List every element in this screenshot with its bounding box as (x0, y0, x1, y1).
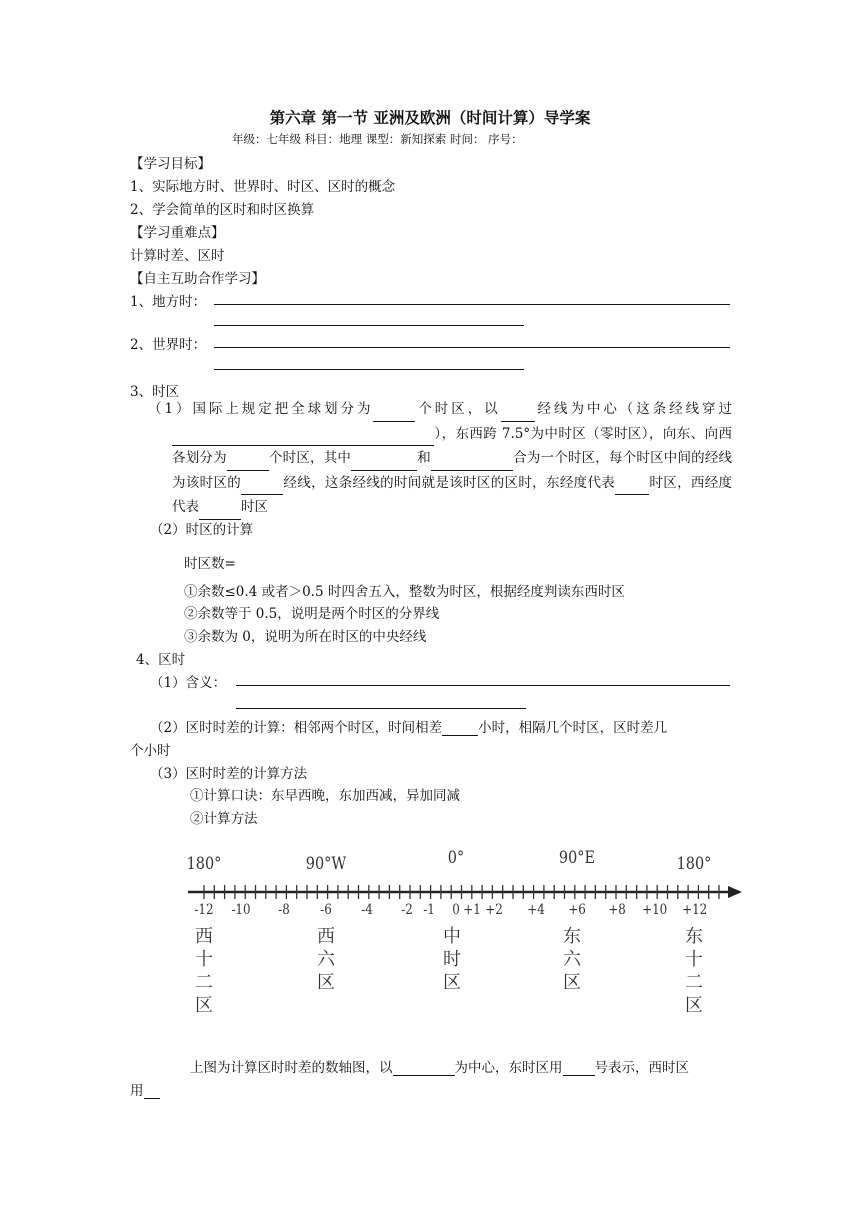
q2-answer-line-2[interactable] (214, 369, 524, 370)
blank-west-sign[interactable] (144, 1084, 160, 1099)
blank-east-sign[interactable] (563, 1061, 595, 1076)
closing-line-1 (190, 1056, 689, 1076)
tick-label: -8 (278, 902, 290, 918)
closing-text: 为中心，东时区用 (454, 1060, 563, 1076)
blank-east-long[interactable] (615, 480, 649, 495)
closing-line-2 (130, 1079, 160, 1099)
blank-axis-center[interactable] (393, 1061, 455, 1076)
sec4-diff-cont: 个小时 (130, 743, 171, 759)
axis-svg (180, 840, 750, 1030)
para-text: 时区 (241, 499, 268, 515)
meaning-answer-line-2[interactable] (236, 708, 526, 709)
calc-rule-1: ①余数≤0.4 或者＞0.5 时四舍五入，整数为时区，根据经度判读东西时区 (184, 584, 625, 600)
diff-text: 小时，相隔几个时区，区时差几 (478, 720, 668, 736)
zone-char: 二 (685, 972, 703, 993)
para-text: 经线为中心（这条经线穿过 (534, 401, 733, 417)
para-text: 时区，西经度代表 (172, 474, 733, 515)
tick-label: -4 (361, 902, 373, 918)
zone-char: 六 (563, 949, 581, 970)
tick-label: -2 (401, 902, 413, 918)
closing-text: 号表示，西时区 (594, 1060, 689, 1076)
para-text: 和 (417, 450, 431, 466)
time-zone-paragraph (148, 397, 733, 520)
sec4-mnemonic: ①计算口诀：东早西晚，东加西减，异加同减 (190, 788, 460, 804)
tick-label: +2 (485, 902, 503, 918)
key-text: 计算时差、区时 (130, 248, 225, 264)
closing-text: 用 (130, 1083, 144, 1099)
axis-arrow-icon (728, 886, 742, 898)
zone-char: 东 (563, 926, 581, 947)
para-text: （1）国际上规定把全球划分为 (148, 401, 374, 417)
zone-char: 东 (685, 926, 703, 947)
q2-answer-line[interactable] (214, 347, 730, 348)
zone-char: 十 (685, 949, 703, 970)
meridian-label: 180° (676, 854, 712, 874)
goals-heading: 【学习目标】 (130, 156, 211, 172)
q2-label: 2、世界时： (130, 337, 207, 353)
meridian-label: 180° (186, 854, 222, 874)
tick-label: +12 (682, 902, 708, 918)
time-zone-axis-figure (180, 840, 750, 1030)
q1-answer-line-2[interactable] (214, 325, 524, 326)
q3-label: 3、时区 (130, 384, 180, 400)
para-text: 合为一个时区，每个时区中间的经线为该时区的 (172, 450, 733, 491)
page-title: 第六章 第一节 亚洲及欧洲（时间计算）导学案 (269, 109, 591, 127)
tick-label: +4 (527, 902, 545, 918)
q1-answer-line[interactable] (214, 304, 730, 305)
zone-char: 区 (195, 995, 213, 1016)
tick-label: -10 (231, 902, 251, 918)
zone-char: 中 (443, 926, 461, 947)
sec4-diff (150, 716, 667, 736)
para-text: ），东西跨 7.5°为中时区（零时区），向东、向西各划分为 (172, 425, 732, 466)
zone-char: 六 (317, 949, 335, 970)
tick-label: +8 (608, 902, 626, 918)
calc-formula: 时区数= (184, 556, 236, 572)
sec4-meaning: （1）含义： (150, 675, 227, 691)
meridian-label: 90°W (305, 854, 347, 874)
self-study-heading: 【自主互助合作学习】 (130, 271, 265, 287)
zone-char: 区 (685, 995, 703, 1016)
tick-label: +1 (463, 902, 481, 918)
tick-label: -12 (194, 902, 214, 918)
para-text: 经线，这条经线的时间就是该时区的区时，东经度代表 (283, 474, 616, 491)
blank-meridian-type[interactable] (241, 480, 283, 495)
tick-label: +10 (642, 902, 668, 918)
blank-central-meridian[interactable] (501, 407, 535, 422)
header-meta: 年级：七年级 科目：地理 课型：新知探索 时间： 序号： (232, 132, 523, 146)
meridian-label: 90°E (558, 848, 596, 868)
zone-char: 区 (563, 972, 581, 993)
goal-item-1: 1、实际地方时、世界时、时区、区时的概念 (130, 179, 396, 195)
zone-char: 西 (317, 926, 335, 947)
calc-rule-2: ②余数等于 0.5，说明是两个时区的分界线 (184, 606, 440, 622)
para-text: 个时区，以 (415, 401, 501, 417)
zone-char: 时 (443, 949, 461, 970)
sec4-method: （3）区时时差的计算方法 (150, 766, 308, 782)
key-heading: 【学习重难点】 (130, 225, 225, 241)
calc-heading: （2）时区的计算 (150, 522, 254, 538)
zone-char: 二 (195, 972, 213, 993)
zone-char: 西 (195, 926, 213, 947)
tick-label: -6 (320, 902, 332, 918)
para-text: 个时区，其中 (268, 450, 352, 466)
zone-char: 十 (195, 949, 213, 970)
zone-char: 区 (443, 972, 461, 993)
zone-char: 区 (317, 972, 335, 993)
q1-label: 1、地方时： (130, 294, 207, 310)
tick-label: 0 (452, 902, 460, 918)
blank-zone-count[interactable] (373, 407, 415, 422)
blank-place[interactable] (172, 431, 434, 446)
sec4-calc-method: ②计算方法 (190, 811, 258, 827)
tick-label: -1 (423, 902, 435, 918)
blank-hour-diff[interactable] (442, 721, 478, 736)
diff-text: （2）区时时差的计算：相邻两个时区，时间相差 (150, 720, 443, 736)
meridian-label: 0° (447, 848, 465, 868)
calc-rule-3: ③余数为 0，说明为所在时区的中央经线 (184, 629, 427, 645)
blank-zone-a[interactable] (351, 456, 417, 471)
meaning-answer-line[interactable] (236, 685, 730, 686)
blank-zone-b[interactable] (431, 456, 513, 471)
tick-label: +6 (568, 902, 586, 918)
blank-east-west-count[interactable] (227, 456, 269, 471)
goal-item-2: 2、学会简单的区时和时区换算 (130, 202, 315, 218)
sec4-heading: 4、区时 (136, 652, 186, 668)
closing-text: 上图为计算区时时差的数轴图，以 (190, 1060, 393, 1076)
